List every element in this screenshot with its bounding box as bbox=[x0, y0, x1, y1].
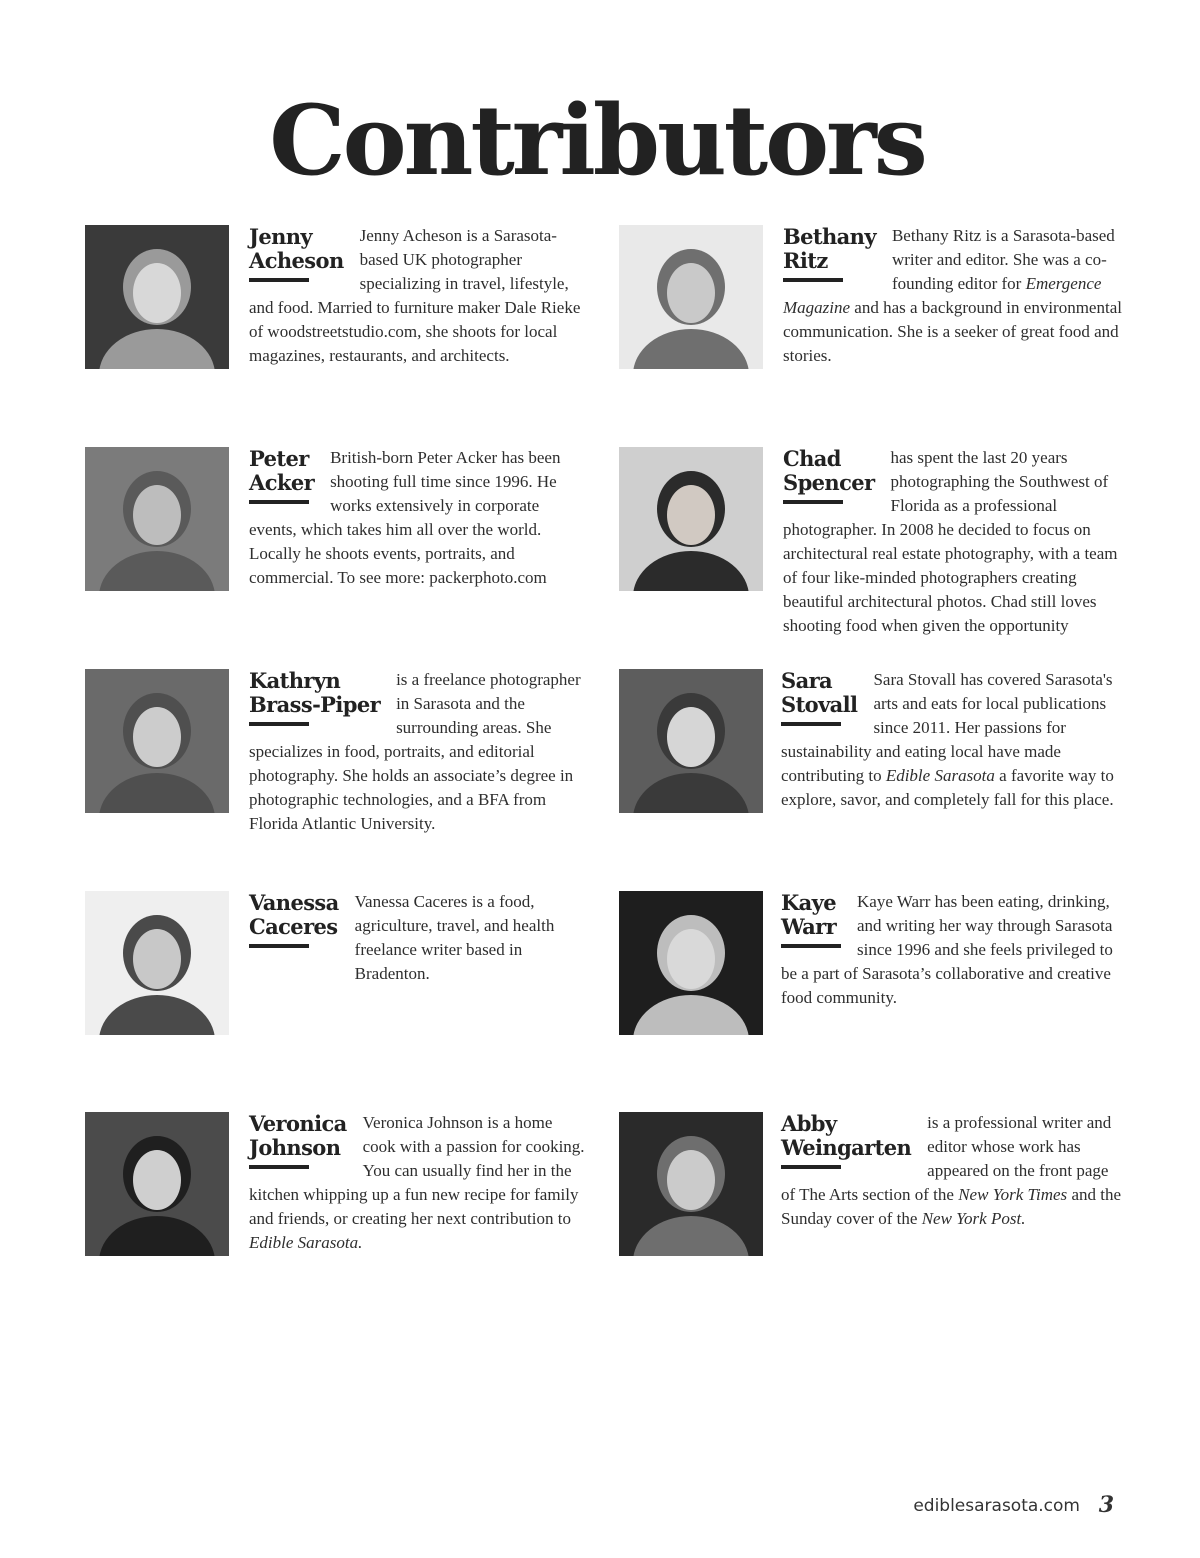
portrait-image bbox=[85, 225, 229, 369]
name-underline bbox=[781, 1165, 841, 1169]
contributor-card bbox=[85, 1112, 595, 1312]
last-name: Warr bbox=[781, 914, 837, 939]
contributor-photo bbox=[619, 891, 763, 1035]
contributor-photo bbox=[619, 447, 763, 591]
contributor-card bbox=[619, 447, 1129, 647]
contributor-card bbox=[85, 891, 595, 1091]
contributor-photo bbox=[85, 447, 229, 591]
contributor-name bbox=[249, 891, 339, 956]
contributor-bio bbox=[355, 890, 560, 986]
contributor-text bbox=[783, 224, 1123, 368]
first-name: Bethany bbox=[783, 224, 876, 249]
footer-website: ediblesarasota.com bbox=[913, 1496, 1080, 1516]
portrait-image bbox=[85, 447, 229, 591]
contributor-text bbox=[249, 890, 589, 986]
bio-publication: New York Post. bbox=[921, 1209, 1026, 1228]
contributor-card bbox=[619, 1112, 1129, 1312]
contributor-text bbox=[249, 1111, 589, 1255]
portrait-image bbox=[85, 1112, 229, 1256]
page-title: Contributors bbox=[269, 84, 925, 197]
name-underline bbox=[249, 944, 309, 948]
bio-publication: Edible Sarasota. bbox=[249, 1233, 363, 1252]
contributor-text bbox=[783, 446, 1123, 638]
last-name: Johnson bbox=[249, 1135, 341, 1160]
contributor-card bbox=[619, 891, 1129, 1091]
first-name: Kaye bbox=[781, 890, 837, 915]
contributor-card bbox=[619, 669, 1129, 869]
contributor-name bbox=[249, 447, 314, 512]
portrait-image bbox=[619, 1112, 763, 1256]
first-name: Abby bbox=[781, 1111, 837, 1136]
last-name: Stovall bbox=[781, 692, 858, 717]
contributor-photo bbox=[85, 669, 229, 813]
last-name: Acker bbox=[249, 470, 315, 495]
contributor-card bbox=[619, 225, 1129, 425]
bio-text: Sara Stovall has covered Sarasota's arts and eats for local publications since 2011. Her passions for sustainability and eating local have made contributing to bbox=[781, 670, 1113, 785]
first-name: Veronica bbox=[249, 1111, 347, 1136]
contributor-photo bbox=[619, 1112, 763, 1256]
page-number: 3 bbox=[1098, 1492, 1114, 1518]
bio-publication: New York Times bbox=[958, 1185, 1068, 1204]
portrait-image bbox=[619, 225, 763, 369]
bio-publication: Emergence Magazine bbox=[783, 274, 1102, 317]
first-name: Sara bbox=[781, 668, 833, 693]
contributor-text bbox=[781, 1111, 1121, 1231]
name-underline bbox=[781, 944, 841, 948]
contributor-name bbox=[783, 447, 875, 512]
bio-text: and has a background in environmental communication. She is a seeker of great food and stories. bbox=[783, 298, 1122, 365]
contributor-name bbox=[783, 225, 876, 290]
first-name: Jenny bbox=[249, 224, 313, 249]
bio-text: is a freelance photographer in Sarasota and the surrounding areas. She specializes in food, portraits, and editorial photography. She holds an associate’s degree in photographic technologies, and a BFA from Florida Atlantic University. bbox=[249, 670, 581, 833]
contributor-photo bbox=[85, 891, 229, 1035]
contributor-text bbox=[249, 668, 589, 836]
portrait-image bbox=[619, 891, 763, 1035]
contributor-name bbox=[781, 891, 841, 956]
last-name: Acheson bbox=[249, 248, 344, 273]
bio-text: British-born Peter Acker has been shooting full time since 1996. He works extensively in corporate events, which takes him all over the world. Locally he shoots events, portraits, and commercial. To see more: packerphoto.com bbox=[249, 448, 561, 587]
contributor-photo bbox=[85, 225, 229, 369]
bio-text: Bethany Ritz is a Sarasota-based writer and editor. She was a co-founding editor for bbox=[891, 226, 1115, 293]
bio-text: has spent the last 20 years photographing the Southwest of Florida as a professional photographer. In 2008 he decided to focus on architectural real estate photography, with a team of four like-minded photographers creating beautiful architectural photos. Chad still loves shooting food when given the opportunity bbox=[783, 448, 1118, 635]
last-name: Spencer bbox=[783, 470, 875, 495]
bio-text: Vanessa Caceres is a food, agriculture, travel, and health freelance writer based in Bradenton. bbox=[354, 892, 555, 983]
name-underline bbox=[783, 278, 843, 282]
portrait-image bbox=[619, 447, 763, 591]
contributor-name bbox=[249, 225, 344, 290]
contributor-name bbox=[249, 1112, 347, 1177]
contributor-text bbox=[781, 890, 1121, 1010]
first-name: Vanessa bbox=[249, 890, 339, 915]
last-name: Caceres bbox=[249, 914, 338, 939]
bio-text: is a professional writer and editor whose work has appeared on the front page of The Arts section of the bbox=[781, 1113, 1112, 1204]
name-underline bbox=[249, 722, 309, 726]
bio-text: a favorite way to explore, savor, and completely fall for this place. bbox=[781, 766, 1114, 809]
contributor-name bbox=[249, 669, 380, 734]
last-name: Weingarten bbox=[781, 1135, 912, 1160]
bio-text: Jenny Acheson is a Sarasota-based UK photographer specializing in travel, lifestyle, and food. Married to furniture maker Dale Rieke of woodstreetstudio.com, she shoots for local magazines, restaurants, and architects. bbox=[249, 226, 581, 365]
contributor-text bbox=[249, 446, 589, 590]
name-underline bbox=[783, 500, 843, 504]
last-name: Ritz bbox=[783, 248, 828, 273]
contributor-card bbox=[85, 447, 595, 647]
portrait-image bbox=[85, 669, 229, 813]
first-name: Kathryn bbox=[249, 668, 341, 693]
bio-text: Kaye Warr has been eating, drinking, and writing her way through Sarasota since 1996 and she feels privileged to be a part of Sarasota’s collaborative and creative food community. bbox=[781, 892, 1113, 1007]
contributor-photo bbox=[85, 1112, 229, 1256]
name-underline bbox=[249, 278, 309, 282]
bio-publication: Edible Sarasota bbox=[885, 766, 995, 785]
portrait-image bbox=[619, 669, 763, 813]
first-name: Chad bbox=[783, 446, 841, 471]
name-underline bbox=[249, 1165, 309, 1169]
portrait-image bbox=[85, 891, 229, 1035]
name-underline bbox=[249, 500, 309, 504]
contributor-photo bbox=[619, 669, 763, 813]
first-name: Peter bbox=[249, 446, 309, 471]
contributor-name bbox=[781, 1112, 911, 1177]
contributor-photo bbox=[619, 225, 763, 369]
contributor-name bbox=[781, 669, 857, 734]
contributor-card bbox=[85, 669, 595, 869]
bio-text: and the Sunday cover of the bbox=[781, 1185, 1122, 1228]
contributor-card bbox=[85, 225, 595, 425]
contributor-text bbox=[249, 224, 589, 368]
name-underline bbox=[781, 722, 841, 726]
last-name: Brass-Piper bbox=[249, 692, 381, 717]
contributor-text bbox=[781, 668, 1121, 812]
bio-text: Veronica Johnson is a home cook with a passion for cooking. You can usually find her in the kitchen whipping up a fun new recipe for family and friends, or creating her next contribution to bbox=[249, 1113, 585, 1228]
